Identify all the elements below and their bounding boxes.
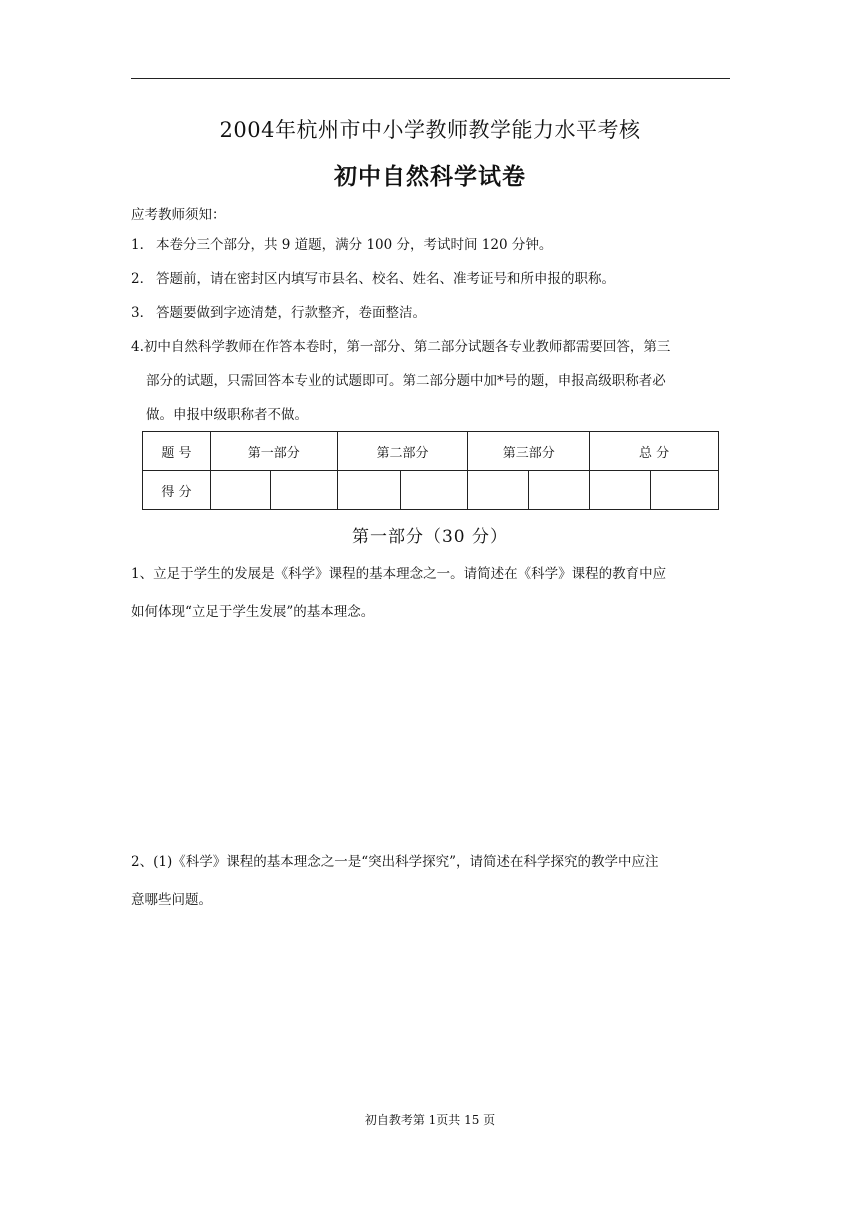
rule-item-3 xyxy=(131,296,731,330)
paper-title: 初中自然科学试卷 xyxy=(334,164,526,190)
question-text: 2、(1)《科学》课程的基本理念之一是“突出科学探究”，请简述在科学探究的教学中应注 xyxy=(131,854,659,870)
rule-text: 做。申报中级职称者不做。 xyxy=(146,407,308,423)
exam-title: 2004年杭州市中小学教师教学能力水平考核 xyxy=(219,118,641,142)
header-rule xyxy=(131,78,730,79)
score-cell xyxy=(400,471,468,510)
rule-text: 答题前，请在密封区内填写市县名、校名、姓名、准考证号和所申报的职称。 xyxy=(156,271,615,287)
score-table-header-row xyxy=(143,432,719,471)
rule-item-1 xyxy=(131,228,731,262)
rule-number: 1． xyxy=(131,237,154,253)
rule-number: 2． xyxy=(131,271,154,287)
score-cell xyxy=(529,471,590,510)
rule-number: 3． xyxy=(131,305,154,321)
table-header-total: 总 分 xyxy=(590,432,719,471)
score-cell xyxy=(651,471,719,510)
rule-item-2 xyxy=(131,262,731,296)
rule-text: 4.初中自然科学教师在作答本卷时，第一部分、第二部分试题各专业教师都需要回答，第三 xyxy=(131,339,671,355)
question-text: 1、立足于学生的发展是《科学》课程的基本理念之一。请简述在《科学》课程的教育中应 xyxy=(131,566,667,582)
page-footer: 初自教考第 1页共 15 页 xyxy=(364,1113,496,1127)
table-header-score: 得 分 xyxy=(143,471,211,510)
rule-text: 部分的试题，只需回答本专业的试题即可。第二部分题中加*号的题，申报高级职称者必 xyxy=(146,373,666,389)
question-1 xyxy=(131,555,731,631)
score-cell xyxy=(337,471,400,510)
rule-text: 答题要做到字迹清楚，行款整齐，卷面整洁。 xyxy=(156,305,426,321)
score-cell xyxy=(270,471,337,510)
question-text: 如何体现“立足于学生发展”的基本理念。 xyxy=(131,604,375,620)
rule-text: 本卷分三个部分，共 9 道题，满分 100 分，考试时间 120 分钟。 xyxy=(156,237,553,253)
table-header-part-2: 第二部分 xyxy=(337,432,468,471)
table-header-part-3: 第三部分 xyxy=(468,432,590,471)
score-table xyxy=(142,431,719,510)
table-header-question: 题 号 xyxy=(143,432,211,471)
score-cell xyxy=(210,471,270,510)
score-table-score-row xyxy=(143,471,719,510)
section-title: 第一部分（30 分） xyxy=(351,527,509,547)
question-text: 意哪些问题。 xyxy=(131,892,212,908)
notice-heading: 应考教师须知： xyxy=(131,207,226,223)
score-cell xyxy=(590,471,651,510)
score-cell xyxy=(468,471,529,510)
rule-item-4 xyxy=(131,330,731,432)
question-2 xyxy=(131,843,731,919)
table-header-part-1: 第一部分 xyxy=(210,432,337,471)
